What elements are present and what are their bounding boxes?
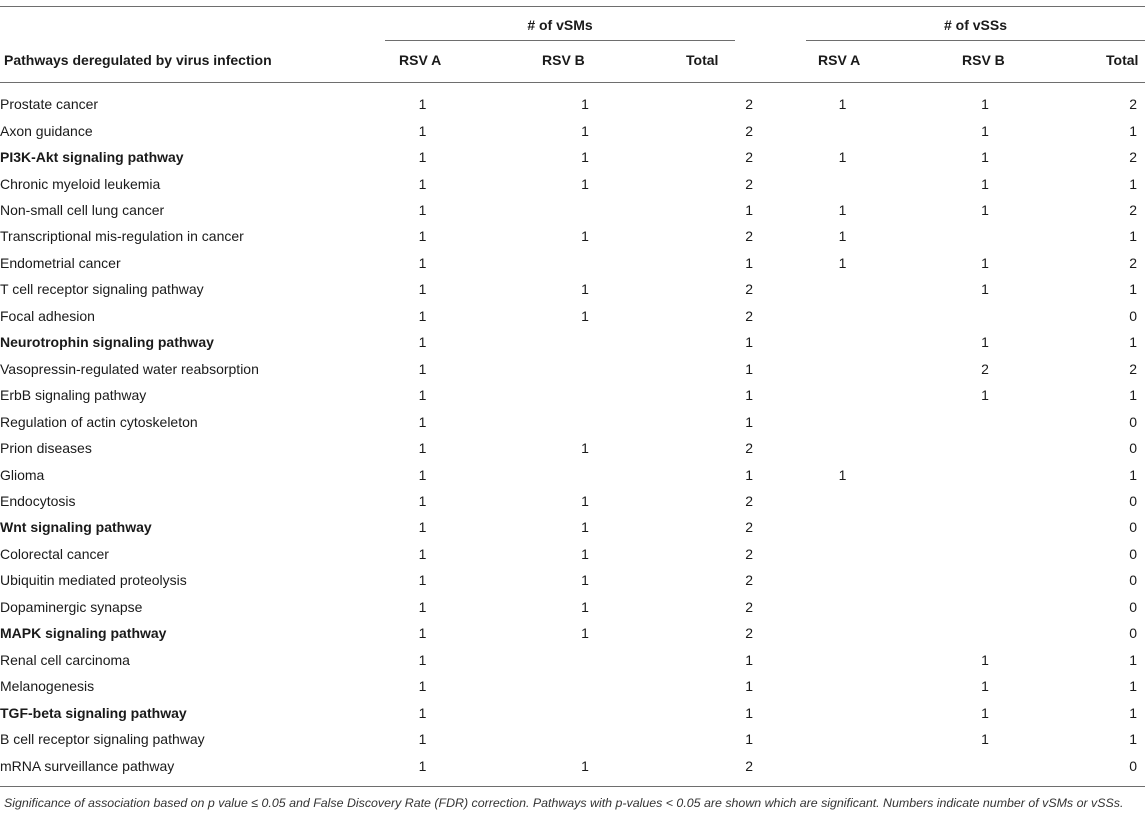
cell-vsss-rsv-a [775,673,910,699]
cell-vsms-rsv-a: 1 [418,413,427,430]
cell-vsms-total: 2 [745,757,753,774]
cell-vsss-total: 2 [1129,202,1137,219]
table-row [0,488,1145,514]
cell-vsms-total: 2 [745,122,753,139]
cell-vsms-rsv-b: 1 [581,96,589,113]
cell-vsss-total: 1 [1129,731,1137,748]
cell-vsss-rsv-a [775,303,910,329]
cell-vsss-rsv-b [910,620,1060,646]
pathway-name: Neurotrophin signaling pathway [0,334,214,351]
cell-vsss-rsv-b [910,514,1060,540]
pathway-name: Transcriptional mis-regulation in cancer [0,228,244,245]
pathway-name: Vasopressin-regulated water reabsorption [0,360,259,377]
cell-vsss-rsv-a [775,276,910,302]
table-row [0,594,1145,620]
pathway-name: Axon guidance [0,122,93,139]
cell-vsms-total: 2 [745,96,753,113]
cell-vsms-total: 2 [745,228,753,245]
cell-vsss-total: 0 [1129,519,1137,536]
cell-vsms-rsv-b [460,408,710,434]
cell-vsss-total: 1 [1129,122,1137,139]
table-row [0,170,1145,196]
pathway-name: Non-small cell lung cancer [0,202,165,219]
table-row [0,699,1145,725]
cell-vsms-rsv-b [460,726,710,752]
pathway-name: Prion diseases [0,440,92,457]
col-header-vsms-rsv-b: RSV B [542,52,585,68]
cell-vsss-rsv-a [775,567,910,593]
cell-vsms-rsv-a: 1 [418,625,427,642]
cell-vsms-rsv-a: 1 [418,651,427,668]
table-row [0,647,1145,673]
cell-vsss-rsv-b [910,461,1060,487]
cell-vsms-rsv-b: 1 [581,493,589,510]
cell-vsss-total: 1 [1129,228,1137,245]
cell-vsss-rsv-b [910,408,1060,434]
cell-vsss-total: 0 [1129,572,1137,589]
cell-vsms-rsv-b: 1 [581,440,589,457]
cell-vsss-rsv-a [775,514,910,540]
cell-vsms-total: 1 [745,387,753,404]
col-header-vsss-rsv-a: RSV A [818,52,861,68]
group-underline-vsms [385,40,735,41]
cell-vsss-rsv-a [775,408,910,434]
table-row [0,541,1145,567]
cell-vsms-rsv-a: 1 [418,466,427,483]
cell-vsms-total: 2 [745,440,753,457]
cell-vsss-total: 1 [1129,651,1137,668]
cell-vsms-rsv-b: 1 [581,598,589,615]
cell-vsms-total: 1 [745,678,753,695]
pathway-name: Regulation of actin cytoskeleton [0,413,198,430]
table-row [0,435,1145,461]
cell-vsss-rsv-a [775,620,910,646]
cell-vsms-rsv-a: 1 [418,202,427,219]
group-header-vsss: # of vSSs [943,17,1008,33]
cell-vsms-rsv-b [460,329,710,355]
cell-vsss-rsv-a: 1 [838,149,847,166]
cell-vsms-total: 2 [745,598,753,615]
cell-vsms-rsv-b: 1 [581,281,589,298]
pathway-name: ErbB signaling pathway [0,387,147,404]
cell-vsms-total: 1 [745,360,753,377]
cell-vsms-total: 2 [745,493,753,510]
cell-vsms-rsv-a: 1 [418,281,427,298]
cell-vsss-rsv-a [775,752,910,778]
cell-vsms-total: 2 [745,307,753,324]
col-header-vsss-rsv-b: RSV B [962,52,1005,68]
cell-vsms-rsv-b: 1 [581,625,589,642]
cell-vsms-rsv-b [460,699,710,725]
cell-vsss-rsv-b [910,303,1060,329]
group-underline-vsss [806,40,1145,41]
cell-vsms-total: 1 [745,334,753,351]
cell-vsms-rsv-a: 1 [418,96,427,113]
cell-vsss-rsv-b [910,541,1060,567]
cell-vsss-total: 2 [1129,254,1137,271]
cell-vsss-total: 0 [1129,307,1137,324]
cell-vsss-total: 1 [1129,175,1137,192]
table-row [0,514,1145,540]
row-header-label: Pathways deregulated by virus infection [4,52,272,68]
table-row [0,752,1145,778]
cell-vsss-rsv-a [775,699,910,725]
table-row [0,620,1145,646]
table-row [0,303,1145,329]
table-row [0,461,1145,487]
cell-vsms-rsv-b [460,197,710,223]
top-rule [0,6,1145,7]
cell-vsms-rsv-b [460,647,710,673]
cell-vsms-rsv-a: 1 [418,149,427,166]
cell-vsms-rsv-b [460,461,710,487]
cell-vsms-rsv-b [460,382,710,408]
table-row [0,117,1145,143]
pathway-name: Prostate cancer [0,96,99,113]
cell-vsms-total: 2 [745,281,753,298]
cell-vsss-total: 1 [1129,334,1137,351]
pathway-name: MAPK signaling pathway [0,625,167,642]
cell-vsss-rsv-a [775,356,910,382]
cell-vsss-total: 2 [1129,360,1137,377]
cell-vsss-total: 0 [1129,413,1137,430]
pathway-name: Endocytosis [0,493,76,510]
cell-vsss-total: 0 [1129,757,1137,774]
cell-vsss-rsv-a [775,382,910,408]
cell-vsms-total: 2 [745,519,753,536]
cell-vsss-total: 0 [1129,598,1137,615]
cell-vsms-rsv-a: 1 [418,572,427,589]
cell-vsms-rsv-a: 1 [418,122,427,139]
cell-vsms-rsv-b [460,356,710,382]
cell-vsms-rsv-a: 1 [418,228,427,245]
cell-vsss-total: 0 [1129,440,1137,457]
pathway-name: Endometrial cancer [0,254,121,271]
table-row [0,329,1145,355]
table-row [0,250,1145,276]
cell-vsms-total: 2 [745,149,753,166]
pathway-name: Melanogenesis [0,678,95,695]
table-row [0,356,1145,382]
cell-vsms-rsv-a: 1 [418,440,427,457]
cell-vsms-rsv-b: 1 [581,545,589,562]
cell-vsms-rsv-b: 1 [581,228,589,245]
cell-vsms-total: 1 [745,731,753,748]
table-row [0,276,1145,302]
cell-vsms-rsv-b: 1 [581,175,589,192]
cell-vsss-rsv-b [910,223,1060,249]
cell-vsss-rsv-b [910,435,1060,461]
cell-vsss-rsv-b [910,488,1060,514]
cell-vsss-rsv-a: 1 [838,202,847,219]
cell-vsss-rsv-a: 1 [838,96,847,113]
cell-vsms-rsv-b: 1 [581,572,589,589]
cell-vsms-rsv-b: 1 [581,122,589,139]
cell-vsss-rsv-b: 1 [981,334,989,351]
pathway-name: mRNA surveillance pathway [0,757,175,774]
cell-vsss-rsv-a [775,594,910,620]
pathway-name: Ubiquitin mediated proteolysis [0,572,187,589]
cell-vsss-rsv-a [775,488,910,514]
cell-vsss-rsv-b [910,752,1060,778]
cell-vsms-total: 1 [745,202,753,219]
cell-vsms-total: 2 [745,545,753,562]
cell-vsms-total: 1 [745,254,753,271]
cell-vsms-rsv-b: 1 [581,307,589,324]
cell-vsss-rsv-b: 2 [981,360,989,377]
cell-vsss-rsv-a: 1 [838,254,847,271]
cell-vsss-rsv-b [910,594,1060,620]
cell-vsss-rsv-a: 1 [838,466,847,483]
cell-vsms-total: 2 [745,572,753,589]
bottom-rule [0,786,1145,787]
data-table-body [0,91,1145,779]
table-row [0,726,1145,752]
cell-vsms-rsv-a: 1 [418,254,427,271]
cell-vsms-rsv-a: 1 [418,175,427,192]
pathway-name: Wnt signaling pathway [0,519,152,536]
cell-vsss-rsv-b: 1 [981,202,989,219]
cell-vsss-rsv-b: 1 [981,96,989,113]
pathway-name: Focal adhesion [0,307,95,324]
cell-vsms-rsv-b: 1 [581,149,589,166]
cell-vsss-rsv-a [775,170,910,196]
pathway-name: Colorectal cancer [0,545,109,562]
cell-vsms-total: 2 [745,175,753,192]
table-row [0,673,1145,699]
cell-vsms-total: 1 [745,466,753,483]
cell-vsss-rsv-b: 1 [981,678,989,695]
cell-vsss-total: 0 [1129,493,1137,510]
pathway-name: TGF-beta signaling pathway [0,704,187,721]
cell-vsss-total: 1 [1129,387,1137,404]
pathway-name: B cell receptor signaling pathway [0,731,205,748]
cell-vsss-rsv-b: 1 [981,387,989,404]
cell-vsms-rsv-a: 1 [418,757,427,774]
cell-vsss-rsv-a [775,541,910,567]
cell-vsss-total: 2 [1129,96,1137,113]
group-header-vsms: # of vSMs [527,17,593,33]
cell-vsss-rsv-a [775,435,910,461]
header-rule [0,82,1145,83]
cell-vsss-rsv-b: 1 [981,731,989,748]
pathway-name: PI3K-Akt signaling pathway [0,149,184,166]
cell-vsms-rsv-a: 1 [418,360,427,377]
cell-vsms-total: 1 [745,413,753,430]
cell-vsss-total: 1 [1129,466,1137,483]
cell-vsms-rsv-b: 1 [581,519,589,536]
cell-vsms-total: 1 [745,704,753,721]
cell-vsss-rsv-b: 1 [981,122,989,139]
pathway-name: Dopaminergic synapse [0,598,143,615]
table-row [0,382,1145,408]
cell-vsms-rsv-b [460,250,710,276]
col-header-vsss-total: Total [1106,52,1139,68]
cell-vsss-total: 1 [1129,281,1137,298]
cell-vsss-rsv-a: 1 [838,228,847,245]
table-row [0,91,1145,117]
cell-vsss-total: 0 [1129,545,1137,562]
cell-vsss-rsv-b: 1 [981,281,989,298]
cell-vsss-rsv-a [775,726,910,752]
table-row [0,197,1145,223]
cell-vsss-rsv-b: 1 [981,704,989,721]
cell-vsms-rsv-a: 1 [418,678,427,695]
cell-vsss-total: 1 [1129,704,1137,721]
pathway-name: Chronic myeloid leukemia [0,175,161,192]
cell-vsss-total: 1 [1129,678,1137,695]
table-row [0,223,1145,249]
cell-vsms-total: 2 [745,625,753,642]
pathway-name: T cell receptor signaling pathway [0,281,204,298]
col-header-vsms-rsv-a: RSV A [399,52,442,68]
table-row [0,408,1145,434]
cell-vsss-rsv-b: 1 [981,149,989,166]
cell-vsms-rsv-b [460,673,710,699]
pathway-name: Glioma [0,466,45,483]
cell-vsss-rsv-b [910,567,1060,593]
cell-vsss-total: 0 [1129,625,1137,642]
cell-vsss-total: 2 [1129,149,1137,166]
cell-vsss-rsv-b: 1 [981,651,989,668]
pathway-name: Renal cell carcinoma [0,651,130,668]
cell-vsms-rsv-a: 1 [418,387,427,404]
cell-vsss-rsv-a [775,117,910,143]
table-row [0,567,1145,593]
cell-vsms-rsv-a: 1 [418,704,427,721]
cell-vsms-total: 1 [745,651,753,668]
table-row [0,144,1145,170]
cell-vsms-rsv-b: 1 [581,757,589,774]
cell-vsms-rsv-a: 1 [418,307,427,324]
cell-vsms-rsv-a: 1 [418,545,427,562]
cell-vsms-rsv-a: 1 [418,334,427,351]
cell-vsms-rsv-a: 1 [418,598,427,615]
cell-vsms-rsv-a: 1 [418,731,427,748]
cell-vsms-rsv-a: 1 [418,493,427,510]
cell-vsss-rsv-b: 1 [981,254,989,271]
table-footnote: Significance of association based on p value ≤ 0.05 and False Discovery Rate (FDR) correction. Pathways with p-values < 0.05 are shown which are significant. Numbers indicate number of vSMs or vSSs. [4,796,1124,810]
cell-vsss-rsv-a [775,647,910,673]
cell-vsss-rsv-b: 1 [981,175,989,192]
cell-vsms-rsv-a: 1 [418,519,427,536]
cell-vsss-rsv-a [775,329,910,355]
col-header-vsms-total: Total [686,52,719,68]
